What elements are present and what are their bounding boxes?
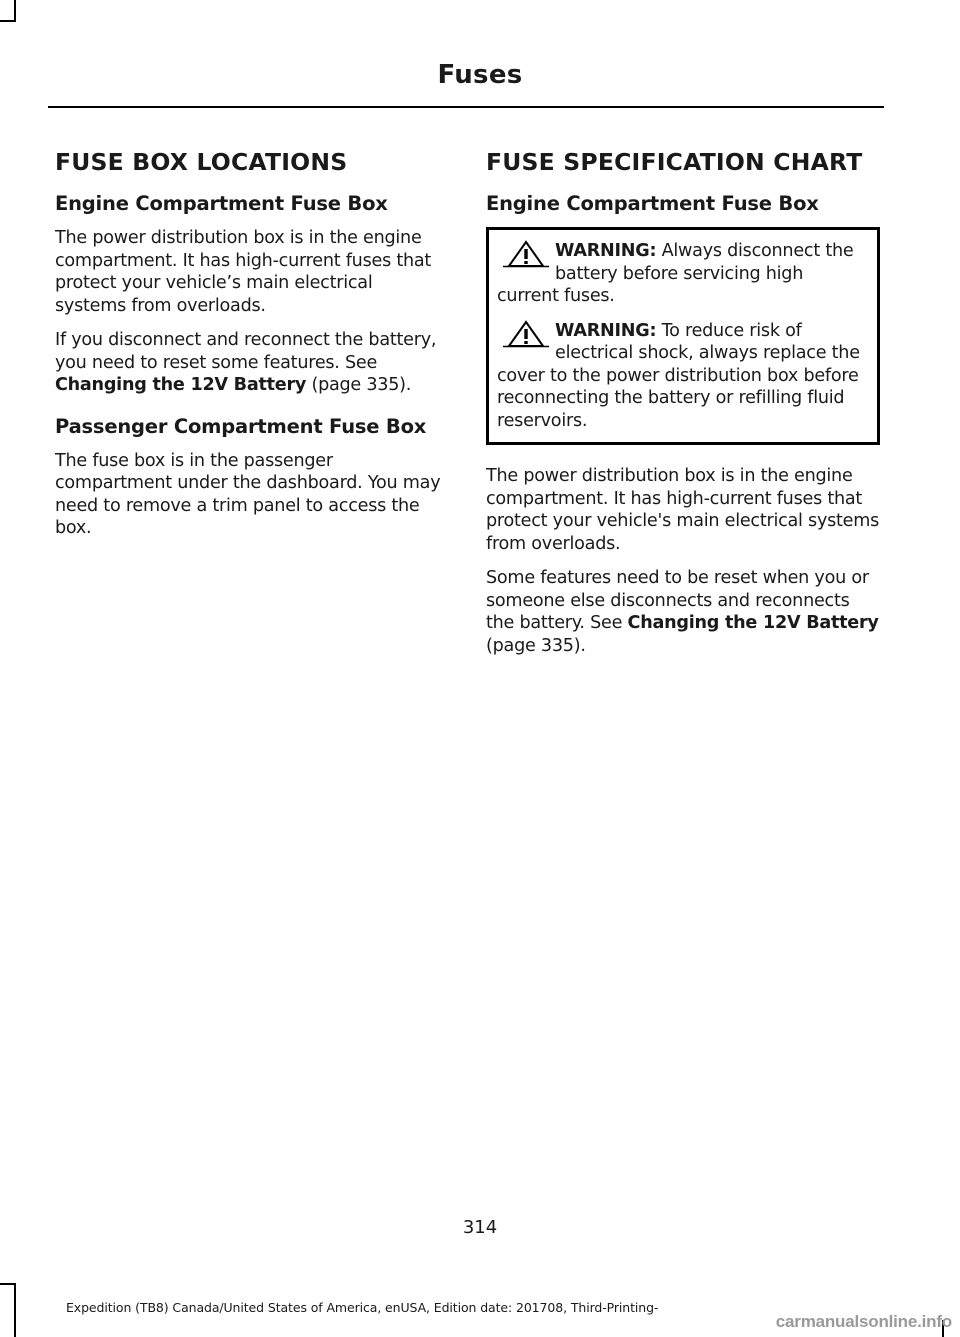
engine-compartment-paragraph: The power distribution box is in the engine compartment. It has high-current fuses that protect your vehicle’s main electrical systems from overloads. (55, 228, 432, 316)
header-rule (48, 106, 884, 108)
fuse-specification-chart-title: FUSE SPECIFICATION CHART (486, 148, 863, 176)
engine-compartment-heading: Engine Compartment Fuse Box (55, 192, 388, 215)
watermark: carmanualsonline.info (775, 1312, 952, 1331)
passenger-compartment-heading: Passenger Compartment Fuse Box (55, 414, 427, 438)
page-reference: (page 335). (306, 375, 412, 395)
right-column (486, 148, 880, 669)
page-header-title: Fuses (437, 60, 523, 90)
edition-info: Expedition (TB8) Canada/United States of America, enUSA, Edition date: 201708, Third-Printing- (66, 1300, 659, 1315)
page-number: 314 (462, 1217, 498, 1238)
warning-label: WARNING: (555, 241, 657, 261)
reconnect-battery-paragraph (55, 329, 447, 397)
crop-mark-bottom-left-v (14, 1283, 16, 1337)
warning-item-2 (497, 320, 869, 433)
warning-triangle-icon (501, 240, 551, 268)
reset-features-paragraph (486, 567, 880, 657)
warning-item-1 (497, 240, 869, 308)
reset-text: Some features need to be reset when you or someone else disconnects and reconnects the battery. See (486, 568, 869, 633)
warning-triangle-icon (501, 320, 551, 348)
warning-1-text: Always disconnect the battery before servicing high current fuses. (497, 241, 854, 306)
warning-box (486, 227, 880, 445)
warning-2-text: To reduce risk of electrical shock, always replace the cover to the power distribution box before reconnecting the battery or refilling fluid reservoirs. (497, 320, 860, 431)
crop-mark-top-left-h (0, 20, 16, 22)
crop-mark-top-left-v (14, 0, 16, 20)
power-distribution-paragraph: The power distribution box is in the engine compartment. It has high-current fuses that protect your vehicle's main electrical systems from overloads. (486, 466, 880, 554)
left-column (55, 148, 447, 552)
warning-1-paragraph (497, 240, 869, 308)
crop-mark-bottom-left-h (0, 1283, 16, 1285)
reconnect-text: If you disconnect and reconnect the battery, you need to reset some features. See (55, 330, 437, 373)
fuse-box-locations-title: FUSE BOX LOCATIONS (55, 148, 348, 176)
changing-battery-link-right[interactable]: Changing the 12V Battery (627, 613, 879, 633)
engine-compartment-heading-right: Engine Compartment Fuse Box (486, 192, 819, 215)
changing-battery-link[interactable]: Changing the 12V Battery (55, 375, 307, 395)
warning-2-paragraph (497, 320, 869, 433)
warning-label: WARNING: (555, 320, 657, 341)
passenger-compartment-paragraph: The fuse box is in the passenger compartment under the dashboard. You may need to remove a trim panel to access the box. (55, 450, 441, 538)
page-reference-right: (page 335). (486, 635, 586, 656)
